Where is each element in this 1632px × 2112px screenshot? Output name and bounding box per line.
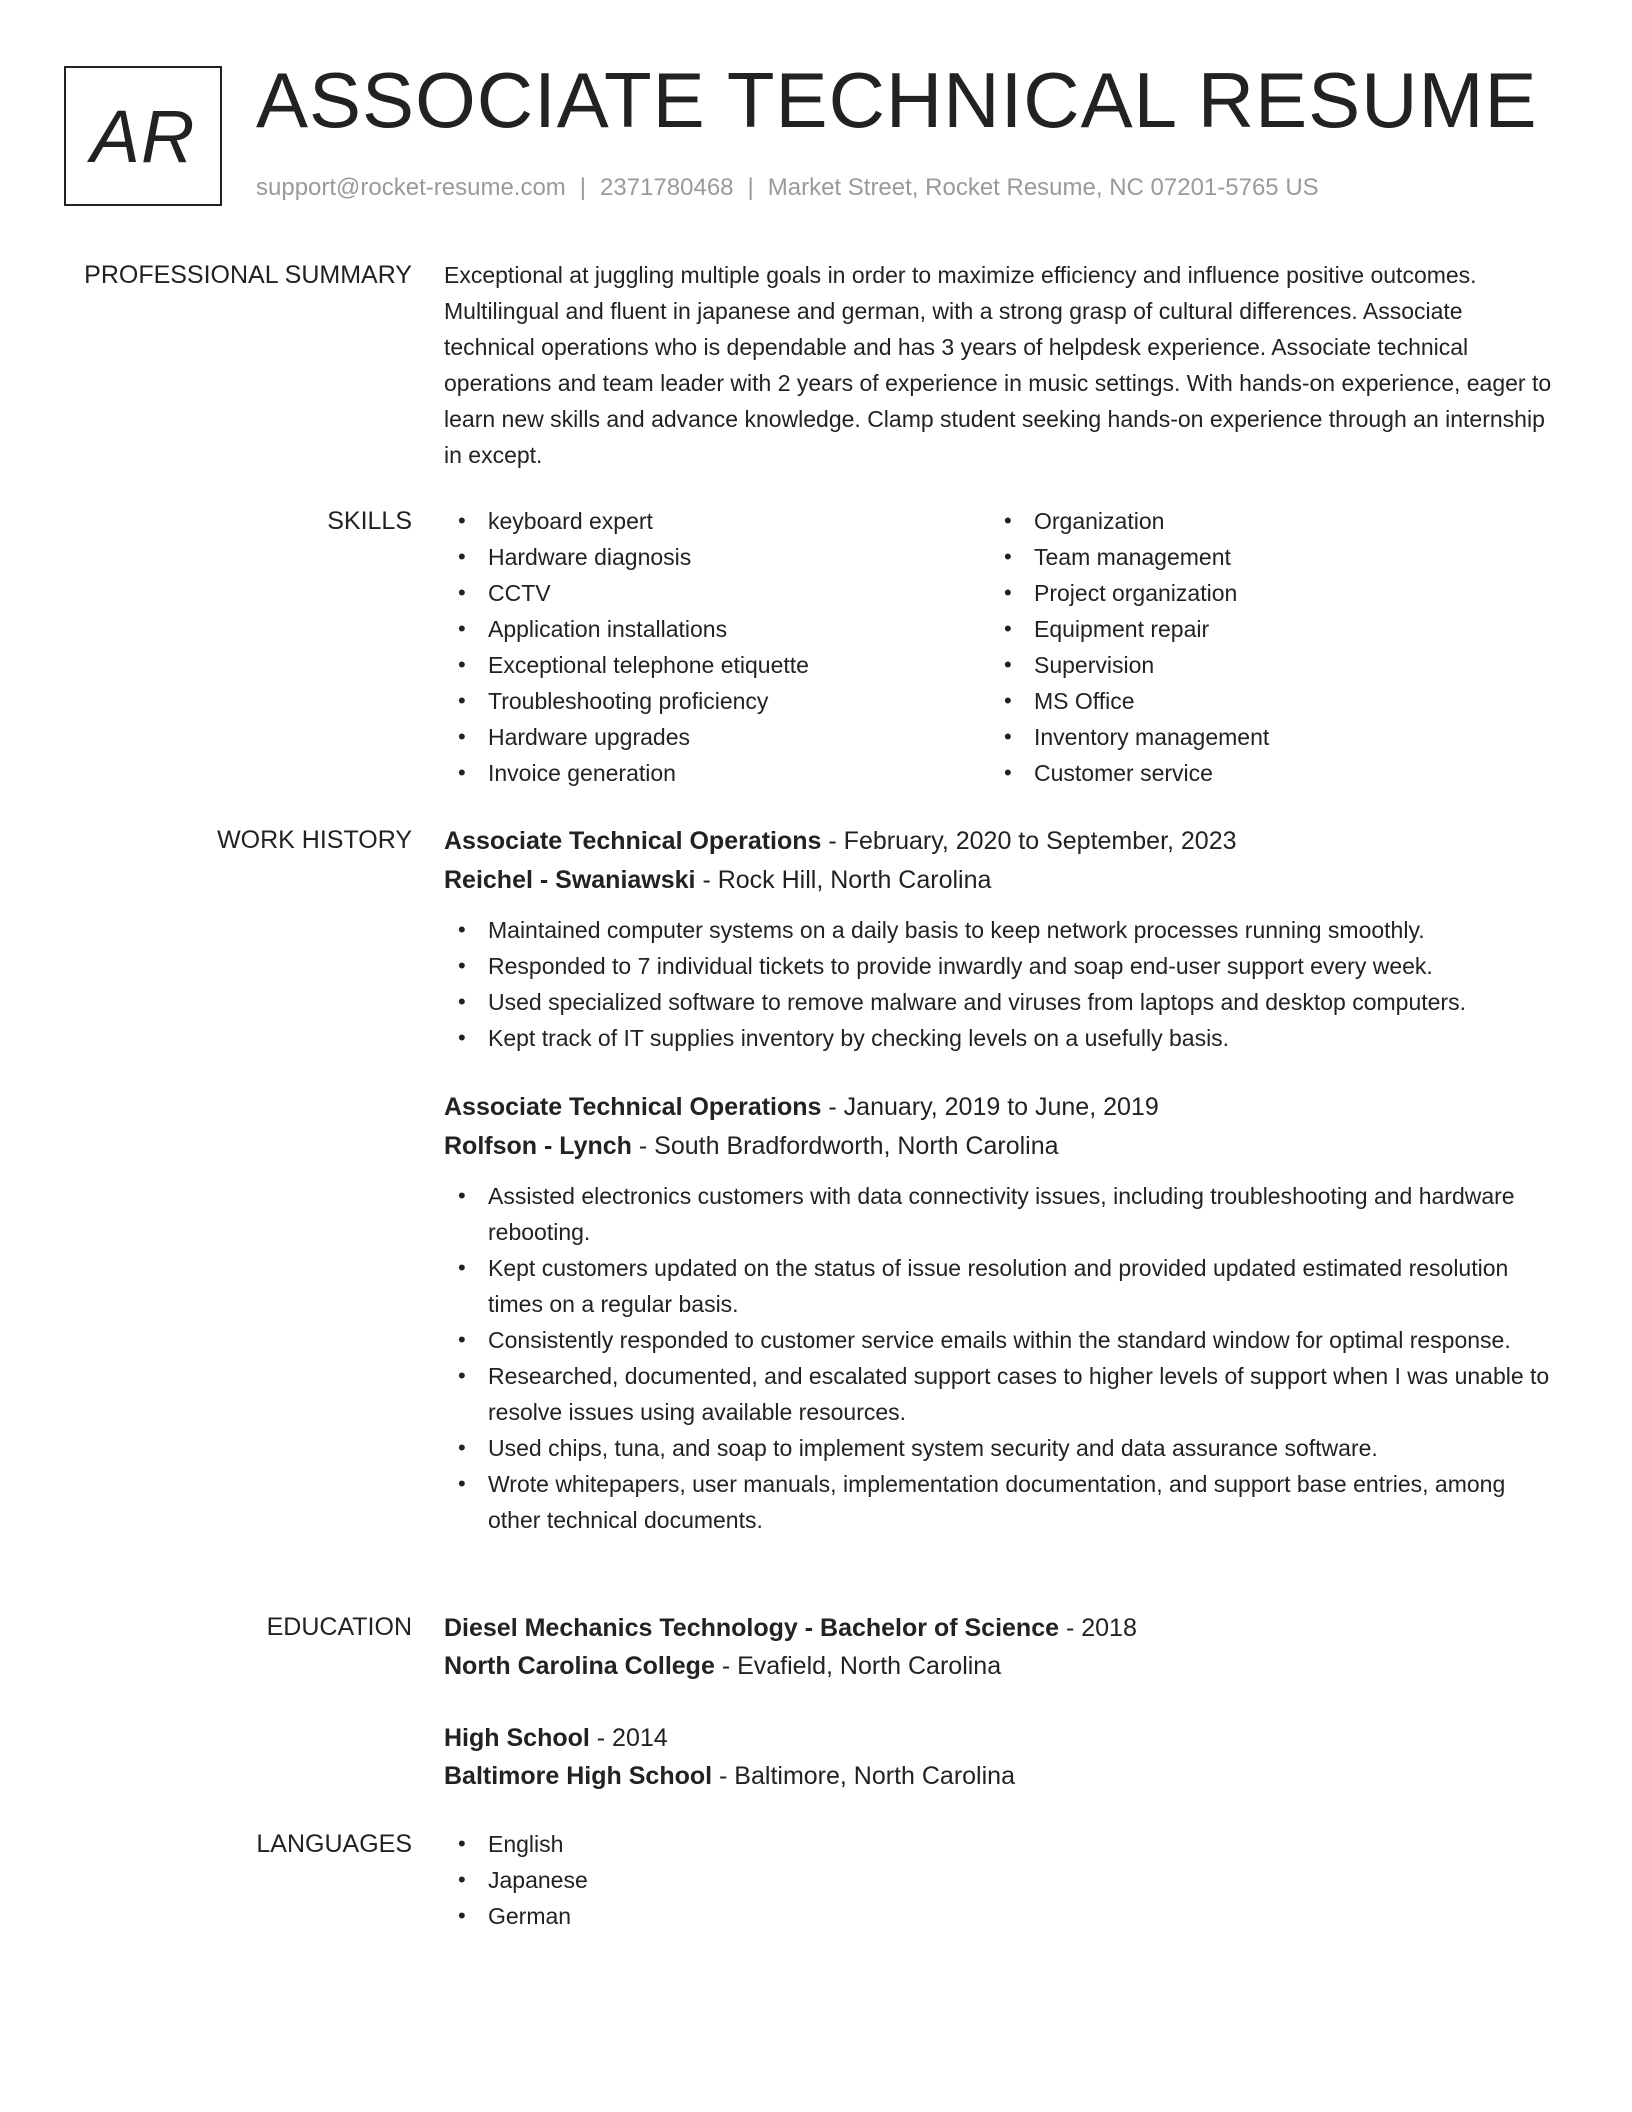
contact-email: support@rocket-resume.com xyxy=(256,174,566,201)
job-bullets xyxy=(444,1178,1556,1538)
job-company: Rolfson - Lynch xyxy=(444,1132,632,1160)
skill-item: • Invoice generation xyxy=(444,755,990,791)
job-bullet: • Kept track of IT supplies inventory by checking levels on a usefully basis. xyxy=(444,1020,1556,1056)
education-school-line xyxy=(444,1647,1556,1685)
education-school-line xyxy=(444,1757,1556,1795)
skill-item: • Hardware upgrades xyxy=(444,719,990,755)
contact-separator: | xyxy=(579,174,587,201)
job-location: - Rock Hill, North Carolina xyxy=(695,866,992,894)
skill-item: • MS Office xyxy=(990,683,1536,719)
skill-item: • Inventory management xyxy=(990,719,1536,755)
initials-monogram: AR xyxy=(64,66,222,206)
language-item: • Japanese xyxy=(444,1862,1556,1898)
skill-item: • Exceptional telephone etiquette xyxy=(444,647,990,683)
job-bullet: • Consistently responded to customer service emails within the standard window for optimal response. xyxy=(444,1322,1556,1358)
language-item: • English xyxy=(444,1826,1556,1862)
job-bullet: • Responded to 7 individual tickets to provide inwardly and soap end-user support every week. xyxy=(444,948,1556,984)
job-title-line xyxy=(444,1088,1556,1127)
job-bullet: • Wrote whitepapers, user manuals, implementation documentation, and support base entries, among other technical documents. xyxy=(444,1466,1556,1538)
skill-item: • Supervision xyxy=(990,647,1536,683)
languages-content xyxy=(444,1826,1556,1934)
education-year: - 2014 xyxy=(589,1724,668,1752)
job-dates: - January, 2019 to June, 2019 xyxy=(821,1093,1159,1121)
education-entry xyxy=(444,1609,1556,1685)
education-content xyxy=(444,1609,1556,1795)
education-location: - Evafield, North Carolina xyxy=(714,1652,1002,1680)
education-location: - Baltimore, North Carolina xyxy=(712,1762,1015,1790)
skill-item: • Hardware diagnosis xyxy=(444,539,990,575)
education-degree-line xyxy=(444,1609,1556,1647)
language-item: • German xyxy=(444,1898,1556,1934)
education-school: North Carolina College xyxy=(444,1652,715,1680)
contact-line xyxy=(256,174,1319,202)
job-title-line xyxy=(444,822,1556,861)
resume-title: ASSOCIATE TECHNICAL RESUME xyxy=(256,56,1538,144)
summary-content xyxy=(444,257,1556,473)
education-school: Baltimore High School xyxy=(444,1762,713,1790)
skill-item: • Project organization xyxy=(990,575,1536,611)
job-bullet: • Assisted electronics customers with data connectivity issues, including troubleshooting and hardware rebooting. xyxy=(444,1178,1556,1250)
skills-content xyxy=(444,503,1556,791)
work-history-content xyxy=(444,822,1556,1538)
skills-label: SKILLS xyxy=(327,507,412,535)
contact-phone: 2371780468 xyxy=(600,174,734,201)
education-degree: Diesel Mechanics Technology - Bachelor of Science xyxy=(444,1614,1060,1642)
education-degree: High School xyxy=(444,1724,590,1752)
skill-item: • Application installations xyxy=(444,611,990,647)
skill-item: • Team management xyxy=(990,539,1536,575)
summary-text: Exceptional at juggling multiple goals in order to maximize efficiency and influence positive outcomes. Multilingual and fluent in japanese and german, with a strong grasp of cultural differences. Associate technical operations who is dependable and has 3 years of helpdesk experience. Associate technical operations and team leader with 2 years of experience in music settings. With hands-on experience, eager to learn new skills and advance knowledge. Clamp student seeking hands-on experience through an internship in except. xyxy=(444,262,1552,468)
education-label: EDUCATION xyxy=(266,1613,412,1641)
job-bullets xyxy=(444,912,1556,1056)
languages-list xyxy=(444,1826,1556,1934)
job-bullet: • Kept customers updated on the status of issue resolution and provided updated estimated resolution times on a regular basis. xyxy=(444,1250,1556,1322)
job-company: Reichel - Swaniawski xyxy=(444,866,696,894)
work-history-label: WORK HISTORY xyxy=(217,826,412,854)
job-title: Associate Technical Operations xyxy=(444,1093,822,1121)
education-degree-line xyxy=(444,1719,1556,1757)
job-location: - South Bradfordworth, North Carolina xyxy=(631,1132,1059,1160)
skill-item: • Organization xyxy=(990,503,1536,539)
job-bullet: • Used specialized software to remove malware and viruses from laptops and desktop computers. xyxy=(444,984,1556,1020)
skill-item: • Equipment repair xyxy=(990,611,1536,647)
job-entry xyxy=(444,1088,1556,1538)
job-entry xyxy=(444,822,1556,1056)
contact-separator: | xyxy=(747,174,754,201)
skill-item: • Customer service xyxy=(990,755,1536,791)
skill-item: • Troubleshooting proficiency xyxy=(444,683,990,719)
job-company-line xyxy=(444,1127,1556,1166)
languages-label: LANGUAGES xyxy=(256,1830,412,1858)
job-dates: - February, 2020 to September, 2023 xyxy=(821,827,1237,855)
job-bullet: • Maintained computer systems on a daily basis to keep network processes running smoothly. xyxy=(444,912,1556,948)
skill-item: • keyboard expert xyxy=(444,503,990,539)
contact-address: Market Street, Rocket Resume, NC 07201-5765 US xyxy=(767,174,1319,201)
job-bullet: • Used chips, tuna, and soap to implement system security and data assurance software. xyxy=(444,1430,1556,1466)
summary-label: PROFESSIONAL SUMMARY xyxy=(84,261,412,289)
job-company-line xyxy=(444,861,1556,900)
skills-list-left xyxy=(444,503,990,791)
education-entry xyxy=(444,1719,1556,1795)
skill-item: • CCTV xyxy=(444,575,990,611)
job-bullet: • Researched, documented, and escalated support cases to higher levels of support when I was unable to resolve issues using available resources. xyxy=(444,1358,1556,1430)
education-year: - 2018 xyxy=(1059,1614,1137,1642)
job-title: Associate Technical Operations xyxy=(444,827,822,855)
skills-list-right xyxy=(990,503,1536,791)
